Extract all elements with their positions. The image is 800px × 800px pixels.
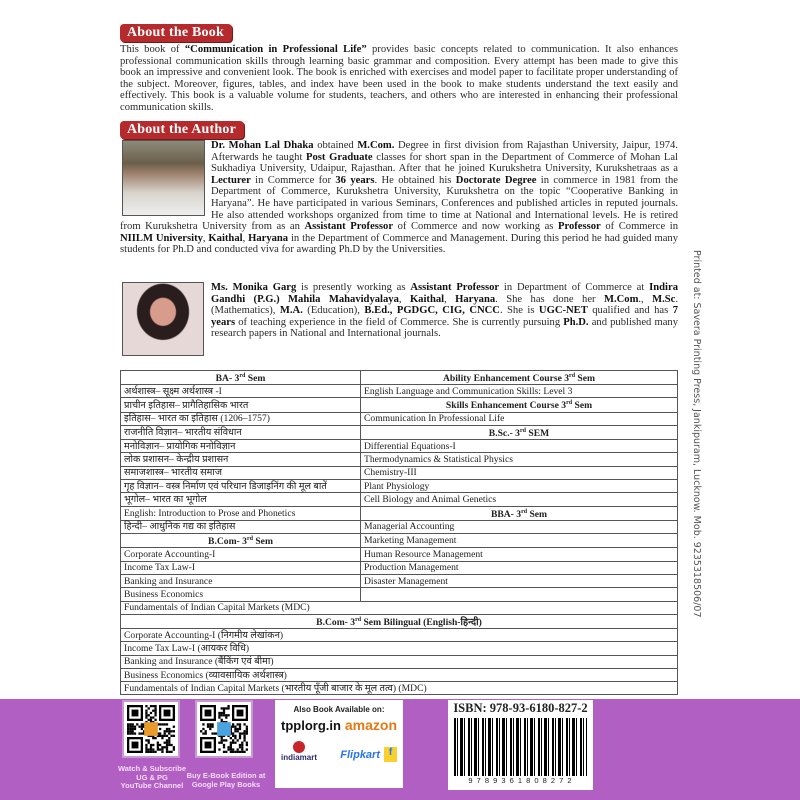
table-row (121, 466, 678, 479)
table-row (121, 453, 678, 466)
text-run: qualified and has (587, 305, 673, 317)
table-row (121, 371, 678, 385)
bold-text: Dr. Mohan Lal Dhaka (211, 140, 314, 151)
table-cell: राजनीति विज्ञान– भारतीय संविधान (121, 425, 361, 439)
text-run: , (242, 232, 249, 244)
bold-text: M.A. (279, 305, 303, 317)
bold-text: B.Ed., PGDGC, CIG, CNCC (364, 305, 500, 317)
isbn-barcode-block (448, 700, 593, 790)
text-run: . She has done her (495, 293, 604, 305)
text-run: and published many research papers in National and International journals. (211, 316, 678, 340)
table-cell: समाजशास्त्र– भारतीय समाज (121, 466, 361, 479)
bold-text: Post Graduate (306, 151, 373, 163)
text-run: , (202, 232, 209, 244)
bold-text: Ms. Monika Garg (211, 282, 297, 293)
author2-photo (122, 282, 204, 356)
text-run: , (444, 293, 456, 305)
bold-text: Assistant Professor (410, 282, 500, 293)
table-row (121, 561, 678, 574)
table-row (121, 440, 678, 453)
table-row (121, 425, 678, 439)
table-cell: Corporate Accounting-I (निगमीय लेखांकन) (121, 628, 678, 641)
table-cell: Fundamentals of Indian Capital Markets (MDC) (121, 601, 678, 614)
table-cell: Cell Biology and Animal Genetics (361, 493, 678, 506)
table-row (121, 520, 678, 533)
table-cell: प्राचीन इतिहास– प्रागैतिहासिक भारत (121, 398, 361, 412)
bold-text: Haryana (455, 293, 496, 305)
table-cell: Income Tax Law-I (आयकर विधि) (121, 642, 678, 655)
text-run: in Department of Commerce at (499, 282, 650, 293)
table-cell: Thermodynamics & Statistical Physics (361, 453, 678, 466)
table-row (121, 412, 678, 425)
youtube-qr-code[interactable] (122, 700, 180, 758)
table-row (121, 601, 678, 614)
text-run: ., (638, 293, 653, 305)
table-cell: इतिहास– भारत का इतिहास (1206–1757) (121, 412, 361, 425)
bold-text: Kaithal (409, 293, 445, 305)
table-row (121, 682, 678, 695)
indiamart-logo-icon (293, 741, 305, 753)
table-section-header: B.Com- 3rd Sem (121, 534, 361, 548)
table-row (121, 668, 678, 681)
bold-text: Lecturer (211, 174, 251, 186)
table-row (121, 534, 678, 548)
bold-text: “Communication in Professional Life” (184, 44, 367, 55)
syllabus-table (120, 370, 678, 695)
text-run: in the Department of Commerce and Management. During this period he had guided many students for Ph.D and conducted viva for awarding Ph.D by the Universities. (120, 232, 679, 256)
author1-bio (120, 140, 678, 256)
table-cell: Managerial Accounting (361, 520, 678, 533)
table-cell: Corporate Accounting-I (121, 548, 361, 561)
text-run: This book of (120, 44, 185, 55)
table-cell: हिन्दी– आधुनिक गद्य का इतिहास (121, 520, 361, 533)
table-row (121, 588, 678, 601)
table-cell: मनोविज्ञान– प्रायोगिक मनोविज्ञान (121, 440, 361, 453)
isbn-number: ISBN: 978-93-6180-827-2 (453, 701, 588, 715)
table-cell: English Language and Communication Skills: Level 3 (361, 385, 678, 398)
tppl-store-link[interactable]: tpplorg.in (281, 718, 341, 733)
table-section-header: BBA- 3rd Sem (361, 506, 678, 520)
available-title: Also Book Available on: (293, 705, 385, 714)
table-cell: भूगोल– भारत का भूगोल (121, 493, 361, 506)
text-run: Degree in first division from Rajasthan University, Jaipur, 1974. Afterwards he taught (211, 140, 678, 163)
table-cell: Communication In Professional Life (361, 412, 678, 425)
text-run: in commerce in 1981 from the Department of Commerce, Kurukshetra University, Kurukshetra on the topic “Cooperative Banking in Haryana”. He have participated in various Seminars, Conferences and published articles in reputed journals. He also attended workshops organized from time to time at National and International levels. He is retired from Kurukshetra University from as an (120, 174, 678, 233)
bold-text: Assistant Professor (304, 221, 394, 233)
text-run: is presently working as (296, 282, 411, 293)
table-cell: लोक प्रशासन– केन्द्रीय प्रशासन (121, 453, 361, 466)
table-row (121, 506, 678, 520)
bold-text: Kaithal (208, 232, 243, 244)
table-cell: Plant Physiology (361, 480, 678, 493)
table-row (121, 493, 678, 506)
bold-text: Doctorate Degree (455, 174, 537, 186)
table-row (121, 480, 678, 493)
table-row (121, 655, 678, 668)
table-cell: Banking and Insurance (बैंकिंग एवं बीमा) (121, 655, 678, 668)
barcode (454, 718, 587, 776)
youtube-qr-caption: Watch & Subscribe UG & PG YouTube Channel (117, 764, 187, 790)
store-availability-box (275, 700, 403, 788)
bold-text: Haryana (248, 232, 289, 244)
bold-text: 36 years (335, 174, 375, 186)
table-row (121, 574, 678, 587)
indiamart-store-link[interactable]: indiamart (281, 741, 317, 762)
table-cell: Marketing Management (361, 534, 678, 548)
bold-text: 7 years (211, 305, 678, 328)
flipkart-bag-icon: f (384, 747, 397, 762)
text-run: classes for short span in the Department of Commerce of Mohan Lal Sukhadiya University, Udaipur, Rajasthan. After that he joined Kurukshetra University, Kurukshetraas as a (211, 151, 679, 175)
table-row (121, 614, 678, 628)
flipkart-store-link[interactable]: Flipkart f (340, 747, 397, 762)
text-run: in Commerce for (250, 174, 336, 186)
table-row (121, 628, 678, 641)
table-cell: Income Tax Law-I (121, 561, 361, 574)
amazon-store-link[interactable]: amazon (344, 717, 397, 733)
bold-text: Ph.D. (563, 316, 589, 328)
author2-bio (211, 282, 678, 340)
table-row (121, 642, 678, 655)
table-row (121, 385, 678, 398)
text-run: obtained (313, 140, 358, 151)
barcode-digits: 9 7 8 9 3 6 1 8 0 8 2 7 2 (468, 776, 573, 785)
bold-text: M.Com. (357, 140, 395, 151)
about-author-heading: About the Author (120, 121, 244, 139)
table-cell: Differential Equations-I (361, 440, 678, 453)
text-run: . She is (499, 305, 539, 317)
table-cell: Disaster Management (361, 574, 678, 587)
table-cell: Chemistry-III (361, 466, 678, 479)
bold-text: NIILM University (120, 232, 203, 244)
bold-text: M.Com (603, 293, 639, 305)
bold-text: UGC-NET (538, 305, 588, 317)
table-cell: गृह विज्ञान– वस्त्र निर्माण एवं परिधान डिजाइनिंग की मूल बातें (121, 480, 361, 493)
bold-text: Indira Gandhi (P.G.) Mahila Mahavidyalaya (211, 282, 678, 305)
google-play-qr-code[interactable] (195, 700, 253, 758)
table-row (121, 548, 678, 561)
text-run: of teaching experience in the field of Commerce. She is currently pursuing (235, 316, 564, 328)
bold-text: Professor (557, 221, 601, 233)
table-cell: Fundamentals of Indian Capital Markets (भारतीय पूँजी बाजार के मूल तत्व) (MDC) (121, 682, 678, 695)
table-section-header: BA- 3rd Sem (121, 371, 361, 385)
text-run: , (398, 293, 410, 305)
table-cell: English: Introduction to Prose and Phonetics (121, 506, 361, 520)
google-play-qr-caption: Buy E-Book Edition at Google Play Books (186, 771, 266, 789)
table-row (121, 398, 678, 412)
text-run: (Education), (302, 305, 365, 317)
about-book-heading: About the Book (120, 24, 232, 42)
text-run: . (Mathematics), (211, 293, 679, 317)
table-cell: Production Management (361, 561, 678, 574)
table-cell: Human Resource Management (361, 548, 678, 561)
printer-note: Printed at: Savera Printing Press, Jankipuram, Lucknow. Mob. 9235318506/07 (691, 250, 702, 618)
text-run: of Commerce in (600, 221, 678, 233)
table-section-header: B.Sc.- 3rd SEM (361, 425, 678, 439)
about-book-text (120, 44, 678, 114)
table-cell: Business Economics (121, 588, 361, 601)
table-section-header: Skills Enhancement Course 3rd Sem (361, 398, 678, 412)
table-cell: Banking and Insurance (121, 574, 361, 587)
table-section-header: B.Com- 3rd Sem Bilingual (English-हिन्दी) (121, 614, 678, 628)
table-cell (361, 588, 678, 601)
table-section-header: Ability Enhancement Course 3rd Sem (361, 371, 678, 385)
table-cell: Business Economics (व्यावसायिक अर्थशास्त्र) (121, 668, 678, 681)
table-cell: अर्थशास्त्र– सूक्ष्म अर्थशास्त्र -I (121, 385, 361, 398)
bold-text: M.Sc (652, 293, 676, 305)
text-run: of Commerce and now working as (393, 221, 558, 233)
text-run: provides basic concepts related to communication. It also enhances professional communication skills through learning basic grammar and composition. Every attempt has been made to give this book an impressive and convenient look. The book is enriched with exercises and model paper to facilitate proper understanding of the subject. Moreover, figures, tables, and index have been used in the book to make students understand the text easily and effectively. This book is a valuable volume for students, teachers, and others who are interested in enhancing their professional communication skills. (120, 44, 678, 113)
text-run: . He obtained his (374, 174, 456, 186)
